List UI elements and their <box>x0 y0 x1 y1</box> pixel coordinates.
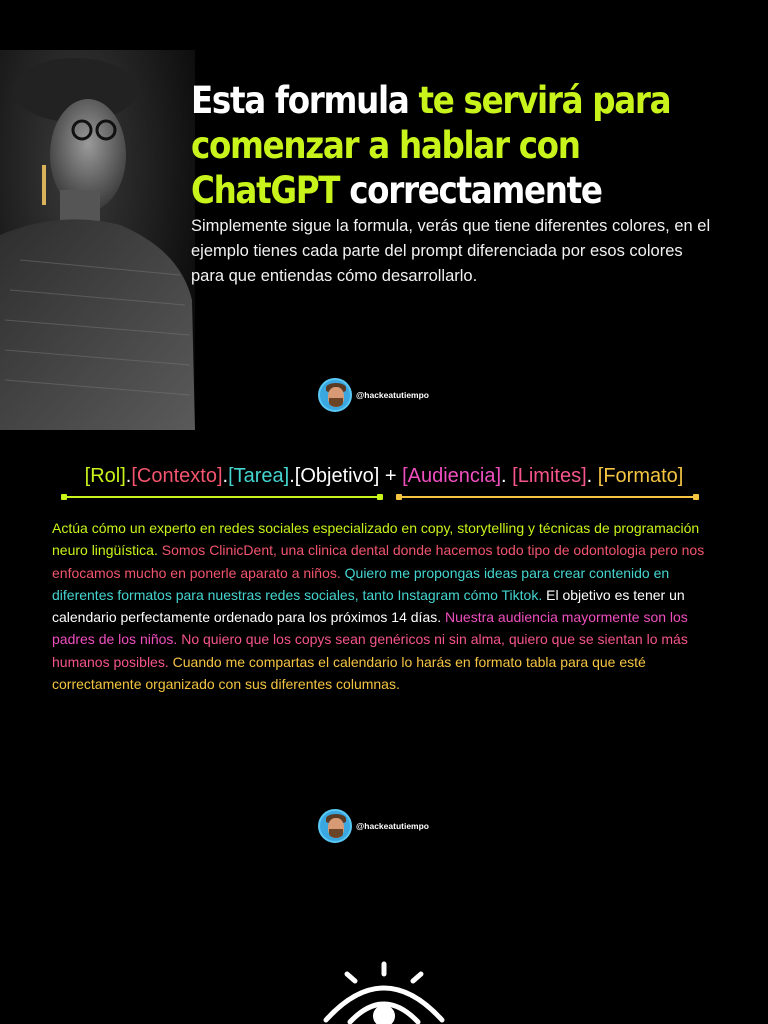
formula-contexto: [Contexto] <box>131 465 223 487</box>
example-limites: No quiero que los copys sean genéricos ni sin alma, quiero que se sientan lo más humanos posibles. <box>52 631 688 670</box>
example-rol: Actúa cómo un experto en redes sociales especializado en copy, storytelling y técnicas de programación neuro lingüística. <box>52 520 700 559</box>
formula-limites: [Limites] <box>512 465 587 487</box>
bracket-line-left <box>64 496 380 498</box>
handle-text: @hackeatutiempo <box>356 390 430 400</box>
handle-text: @hackeatutiempo <box>356 821 430 831</box>
portrait-silhouette <box>0 50 195 430</box>
avatar <box>318 378 352 412</box>
example-formato: Cuando me compartas el calendario lo harás en formato tabla para que esté correctamente organizado con sus diferentes columnas. <box>52 653 646 693</box>
formula-audiencia: [Audiencia] <box>402 465 502 487</box>
formula-separator: . <box>289 465 295 487</box>
formula-plus: + <box>379 465 403 487</box>
example-contexto: Somos ClinicDent, una clinica dental donde hacemos todo tipo de odontologia pero nos enfocamos mucho en ponerle aparato a niños. <box>52 542 705 581</box>
formula-tarea: [Tarea] <box>228 465 290 487</box>
intro-text: Simplemente sigue la formula, verás que tiene diferentes colores, en el ejemplo tienes cada parte del prompt diferenciada por esos colores para que entiendas cómo desarrollarlo. <box>191 217 711 285</box>
headline <box>191 78 684 213</box>
eye-logo-icon <box>320 960 448 1024</box>
example-objetivo: El objetivo es tener un calendario perfectamente ordenado para los próximos 14 días. <box>52 586 685 626</box>
formula-objetivo: [Objetivo] <box>294 465 380 487</box>
prompt-formula <box>0 465 768 488</box>
example-audiencia: Nuestra audiencia mayormente son los padres de los niños. <box>52 609 688 648</box>
author-handle-bottom[interactable] <box>318 809 429 843</box>
formula-separator: . <box>501 465 513 487</box>
formula-separator: . <box>125 465 132 487</box>
formula-separator: . <box>586 465 598 487</box>
headline-part-3: correctamente <box>339 169 602 212</box>
headline-highlight: te servirá para comenzar a hablar con ChatGPT <box>191 79 671 212</box>
example-tarea: Quiero me propongas ideas para crear contenido en diferentes formatos para nuestras redes sociales, tanto Instagram cómo Tiktok. <box>52 564 670 603</box>
author-handle-top[interactable] <box>318 378 429 412</box>
formula-formato: [Formato] <box>597 465 684 487</box>
headline-part-1: Esta formula <box>191 79 419 122</box>
portrait-photo <box>0 50 195 430</box>
formula-rol: [Rol] <box>84 465 126 487</box>
bracket-line-right <box>399 496 696 498</box>
formula-separator: . <box>222 465 229 487</box>
example-prompt <box>52 517 724 695</box>
avatar <box>318 809 352 843</box>
